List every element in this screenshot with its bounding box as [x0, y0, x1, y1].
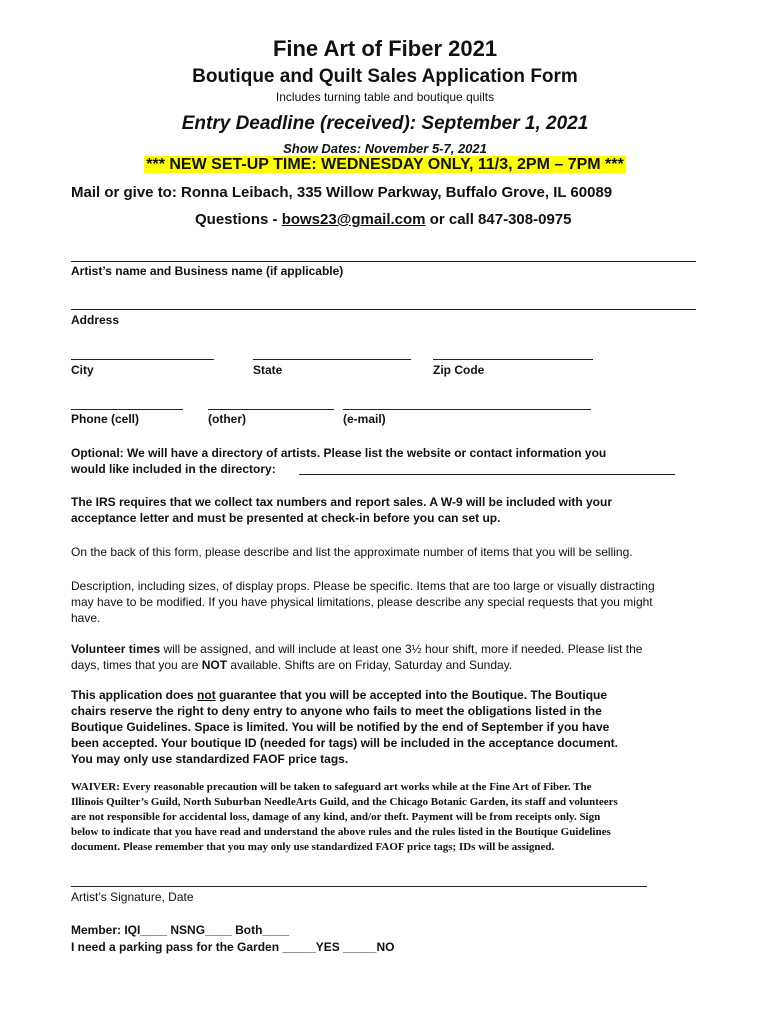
directory-prompt: would like included in the directory:: [71, 462, 276, 476]
artist-name-line[interactable]: [71, 261, 696, 262]
city-line[interactable]: [71, 359, 214, 360]
document-title: Fine Art of Fiber 2021: [272, 36, 498, 61]
irs-line-1: The IRS requires that we collect tax numbers and report sales. A W-9 will be included with your: [71, 495, 612, 509]
signature-label: Artist’s Signature, Date: [71, 890, 194, 904]
email-line[interactable]: [343, 409, 591, 410]
volunteer-text-2b: available. Shifts are on Friday, Saturday and Sunday.: [227, 658, 513, 672]
volunteer-not: NOT: [201, 658, 228, 672]
address-label: Address: [71, 313, 120, 327]
city-label: City: [71, 363, 94, 377]
directory-entry-line[interactable]: [299, 474, 675, 475]
questions-email-link[interactable]: bows23@gmail.com: [281, 211, 426, 228]
description-line-2: may have to be modified. If you have physical limitations, please describe any special requests that you might: [71, 595, 653, 609]
entry-deadline: Entry Deadline (received): September 1, 2021: [181, 113, 589, 134]
mail-to: Mail or give to: Ronna Leibach, 335 Willow Parkway, Buffalo Grove, IL 60089: [71, 184, 613, 201]
guarantee-not: not: [197, 688, 216, 702]
setup-time-text: *** NEW SET-UP TIME: WEDNESDAY ONLY, 11/3, 2PM – 7PM ***: [146, 156, 624, 173]
volunteer-heading: Volunteer times: [71, 642, 161, 656]
waiver-line-3: are not responsible for accidental loss, damage of any kind, and/or theft. Payment will be from receipts only. Sign: [71, 811, 601, 823]
volunteer-text-1: will be assigned, and will include at least one 3½ hour shift, more if needed. Please list the: [160, 642, 643, 656]
setup-time-banner: [0, 156, 770, 174]
guarantee-paragraph: [71, 687, 696, 767]
zip-label: Zip Code: [433, 363, 485, 377]
parking-pass-line: I need a parking pass for the Garden _____YES _____NO: [71, 940, 395, 954]
artist-name-label: Artist’s name and Business name (if applicable): [71, 264, 344, 278]
waiver-line-5: document. Please remember that you may only use standardized FAOF price tags; IDs will be assigned.: [71, 841, 555, 853]
volunteer-line-1: [71, 641, 696, 657]
zip-line[interactable]: [433, 359, 593, 360]
questions-suffix: or call 847-308-0975: [425, 211, 572, 228]
directory-text-line-1: Optional: We will have a directory of artists. Please list the website or contact information you: [71, 446, 607, 460]
description-line-3: have.: [71, 611, 101, 625]
phone-other-label: (other): [208, 412, 246, 426]
description-paragraph: [71, 578, 696, 626]
waiver-line-4: below to indicate that you have read and understand the above rules and the rules listed in the Boutique Guidelines: [71, 826, 611, 838]
guarantee-line-2: chairs reserve the right to deny entry to anyone who fails to meet the obligations listed in the: [71, 704, 602, 718]
guarantee-line-5: You may only use standardized FAOF price tags.: [71, 752, 349, 766]
volunteer-line-2: [71, 657, 696, 673]
member-line: Member: IQI____ NSNG____ Both____: [71, 923, 290, 937]
waiver-line-1: WAIVER: Every reasonable precaution will be taken to safeguard art works while at the Fine Art of Fiber. The: [71, 781, 592, 793]
address-line[interactable]: [71, 309, 696, 310]
guarantee-text-1b: guarantee that you will be accepted into the Boutique. The Boutique: [215, 688, 608, 702]
guarantee-line-1: [71, 687, 696, 703]
questions-line: [195, 211, 571, 228]
phone-cell-line[interactable]: [71, 409, 183, 410]
form-note: Includes turning table and boutique quilts: [275, 90, 495, 104]
waiver-line-2: Illinois Quilter’s Guild, North Suburban NeedleArts Guild, and the Chicago Botanic Garden, its staff and volunteers: [71, 796, 618, 808]
waiver-paragraph: [71, 780, 701, 855]
questions-prefix: Questions -: [195, 211, 282, 228]
phone-other-line[interactable]: [208, 409, 334, 410]
irs-paragraph: [71, 494, 696, 526]
show-dates: Show Dates: November 5-7, 2021: [283, 141, 487, 156]
guarantee-text-1a: This application does: [71, 688, 198, 702]
back-of-form-note: On the back of this form, please describe and list the approximate number of items that you will be selling.: [71, 545, 633, 559]
state-label: State: [253, 363, 283, 377]
directory-text-line-2: [71, 461, 696, 477]
irs-line-2: acceptance letter and must be presented at check-in before you can set up.: [71, 511, 501, 525]
volunteer-text-2a: days, times that you are: [71, 658, 202, 672]
directory-paragraph: [71, 445, 696, 477]
description-line-1: Description, including sizes, of display props. Please be specific. Items that are too large or visually distracting: [71, 579, 655, 593]
guarantee-line-4: been accepted. Your boutique ID (needed for tags) will be included in the acceptance document.: [71, 736, 618, 750]
form-subtitle: Boutique and Quilt Sales Application Form: [192, 66, 578, 87]
phone-cell-label: Phone (cell): [71, 412, 140, 426]
guarantee-line-3: Boutique Guidelines. Space is limited. You will be notified by the end of September if you have: [71, 720, 610, 734]
email-label: (e-mail): [343, 412, 386, 426]
signature-line[interactable]: [71, 886, 647, 887]
state-line[interactable]: [253, 359, 411, 360]
volunteer-paragraph: [71, 641, 696, 673]
